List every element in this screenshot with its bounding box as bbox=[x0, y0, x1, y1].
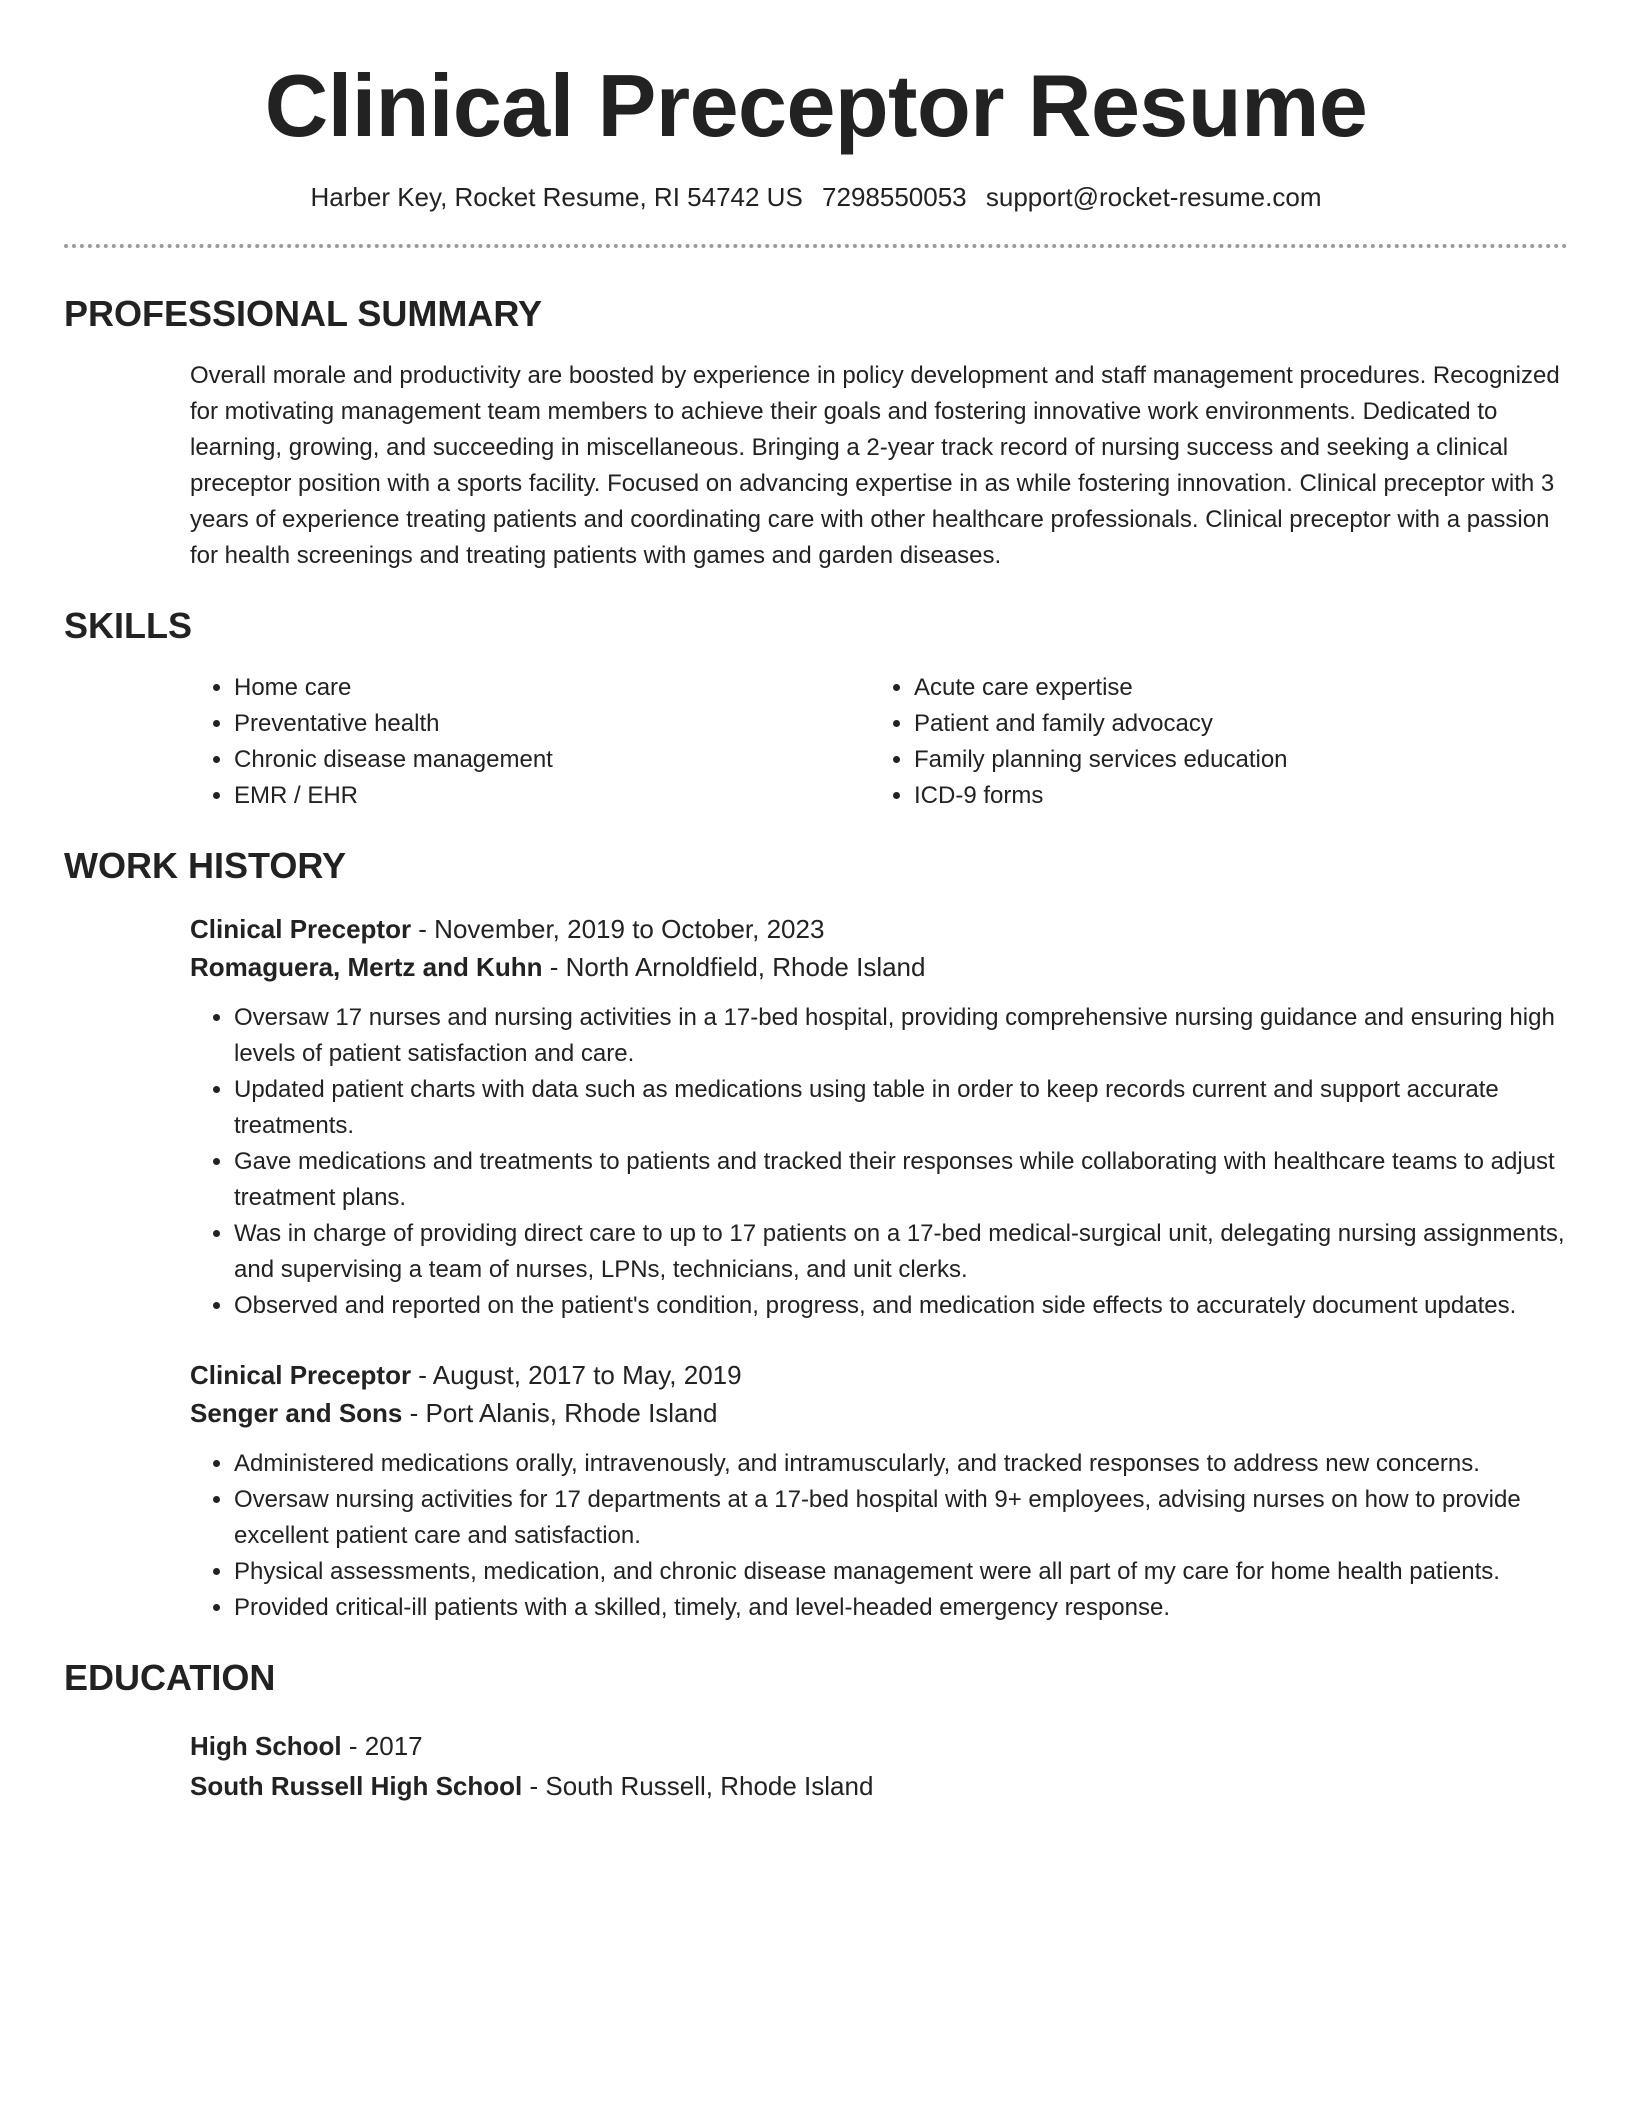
skill-item: • ICD-9 forms bbox=[914, 778, 1550, 814]
job-position: Clinical Preceptor bbox=[190, 1360, 412, 1390]
job-location: - North Arnoldfield, Rhode Island bbox=[542, 952, 926, 982]
job-position: Clinical Preceptor bbox=[190, 914, 412, 944]
work-section bbox=[64, 844, 1568, 1626]
skill-item: • Acute care expertise bbox=[914, 670, 1550, 706]
job-company: Romaguera, Mertz and Kuhn bbox=[190, 952, 543, 982]
job-location: - Port Alanis, Rhode Island bbox=[402, 1398, 718, 1428]
job-dates: - November, 2019 to October, 2023 bbox=[411, 914, 825, 944]
education-school-line bbox=[190, 1766, 1568, 1806]
work-heading: WORK HISTORY bbox=[64, 845, 347, 886]
skills-column-right bbox=[870, 670, 1550, 814]
header-divider bbox=[64, 244, 1568, 248]
job-bullet: • Administered medications orally, intravenously, and intramuscularly, and tracked responses to address new concerns. bbox=[234, 1446, 1568, 1482]
skill-item: • EMR / EHR bbox=[234, 778, 870, 814]
skill-item: • Home care bbox=[234, 670, 870, 706]
job-bullets bbox=[190, 1446, 1568, 1626]
job-bullet: • Was in charge of providing direct care to up to 17 patients on a 17-bed medical-surgical unit, delegating nursing assignments, and supervising a team of nurses, LPNs, technicians, and unit clerks. bbox=[234, 1216, 1568, 1288]
job-bullet: • Gave medications and treatments to patients and tracked their responses while collaborating with healthcare teams to adjust treatment plans. bbox=[234, 1144, 1568, 1216]
job-bullet: • Provided critical-ill patients with a skilled, timely, and level-headed emergency response. bbox=[234, 1590, 1568, 1626]
education-location: - South Russell, Rhode Island bbox=[522, 1771, 874, 1801]
summary-heading: PROFESSIONAL SUMMARY bbox=[64, 293, 543, 334]
job-bullet: • Oversaw nursing activities for 17 departments at a 17-bed hospital with 9+ employees, advising nurses on how to provide excellent patient care and satisfaction. bbox=[234, 1482, 1568, 1554]
resume-title: Clinical Preceptor Resume bbox=[264, 56, 1368, 155]
education-degree-line bbox=[190, 1726, 1568, 1766]
summary-section bbox=[64, 292, 1568, 574]
job-entry bbox=[190, 1356, 1568, 1626]
education-section bbox=[64, 1656, 1568, 1806]
job-company: Senger and Sons bbox=[190, 1398, 403, 1428]
job-bullet: • Updated patient charts with data such as medications using table in order to keep records current and support accurate treatments. bbox=[234, 1072, 1568, 1144]
skills-section bbox=[64, 604, 1568, 814]
skill-item: • Chronic disease management bbox=[234, 742, 870, 778]
contact-phone: 7298550053 bbox=[822, 182, 967, 212]
education-entry bbox=[190, 1726, 1568, 1806]
summary-text: Overall morale and productivity are boosted by experience in policy development and staff management procedures. Recognized for motivating management team members to achieve their goals and fostering innovative work environments. Dedicated to learning, growing, and succeeding in miscellaneous. Bringing a 2-year track record of nursing success and seeking a clinical preceptor position with a sports facility. Focused on advancing expertise in as while fostering innovation. Clinical preceptor with 3 years of experience treating patients and coordinating care with other healthcare professionals. Clinical preceptor with a passion for health screenings and treating patients with games and garden diseases. bbox=[190, 362, 1560, 569]
job-entry bbox=[190, 910, 1568, 1324]
education-heading: EDUCATION bbox=[64, 1657, 276, 1698]
skills-heading: SKILLS bbox=[64, 605, 193, 646]
education-year: - 2017 bbox=[341, 1731, 423, 1761]
education-degree: High School bbox=[190, 1731, 342, 1761]
contact-line bbox=[64, 180, 1568, 214]
skills-column-left bbox=[190, 670, 870, 814]
job-company-line bbox=[190, 1394, 1568, 1432]
skill-item: • Preventative health bbox=[234, 706, 870, 742]
skill-item: • Patient and family advocacy bbox=[914, 706, 1550, 742]
job-bullets bbox=[190, 1000, 1568, 1324]
job-company-line bbox=[190, 948, 1568, 986]
job-bullet: • Observed and reported on the patient's condition, progress, and medication side effects to accurately document updates. bbox=[234, 1288, 1568, 1324]
job-title-line bbox=[190, 910, 1568, 948]
job-bullet: • Oversaw 17 nurses and nursing activities in a 17-bed hospital, providing comprehensive nursing guidance and ensuring high levels of patient satisfaction and care. bbox=[234, 1000, 1568, 1072]
skill-item: • Family planning services education bbox=[914, 742, 1550, 778]
contact-email: support@rocket-resume.com bbox=[985, 182, 1322, 212]
education-school: South Russell High School bbox=[190, 1771, 523, 1801]
skills-grid bbox=[190, 670, 1568, 814]
job-bullet: • Physical assessments, medication, and chronic disease management were all part of my care for home health patients. bbox=[234, 1554, 1568, 1590]
contact-address: Harber Key, Rocket Resume, RI 54742 US bbox=[310, 182, 803, 212]
job-dates: - August, 2017 to May, 2019 bbox=[411, 1360, 742, 1390]
job-title-line bbox=[190, 1356, 1568, 1394]
